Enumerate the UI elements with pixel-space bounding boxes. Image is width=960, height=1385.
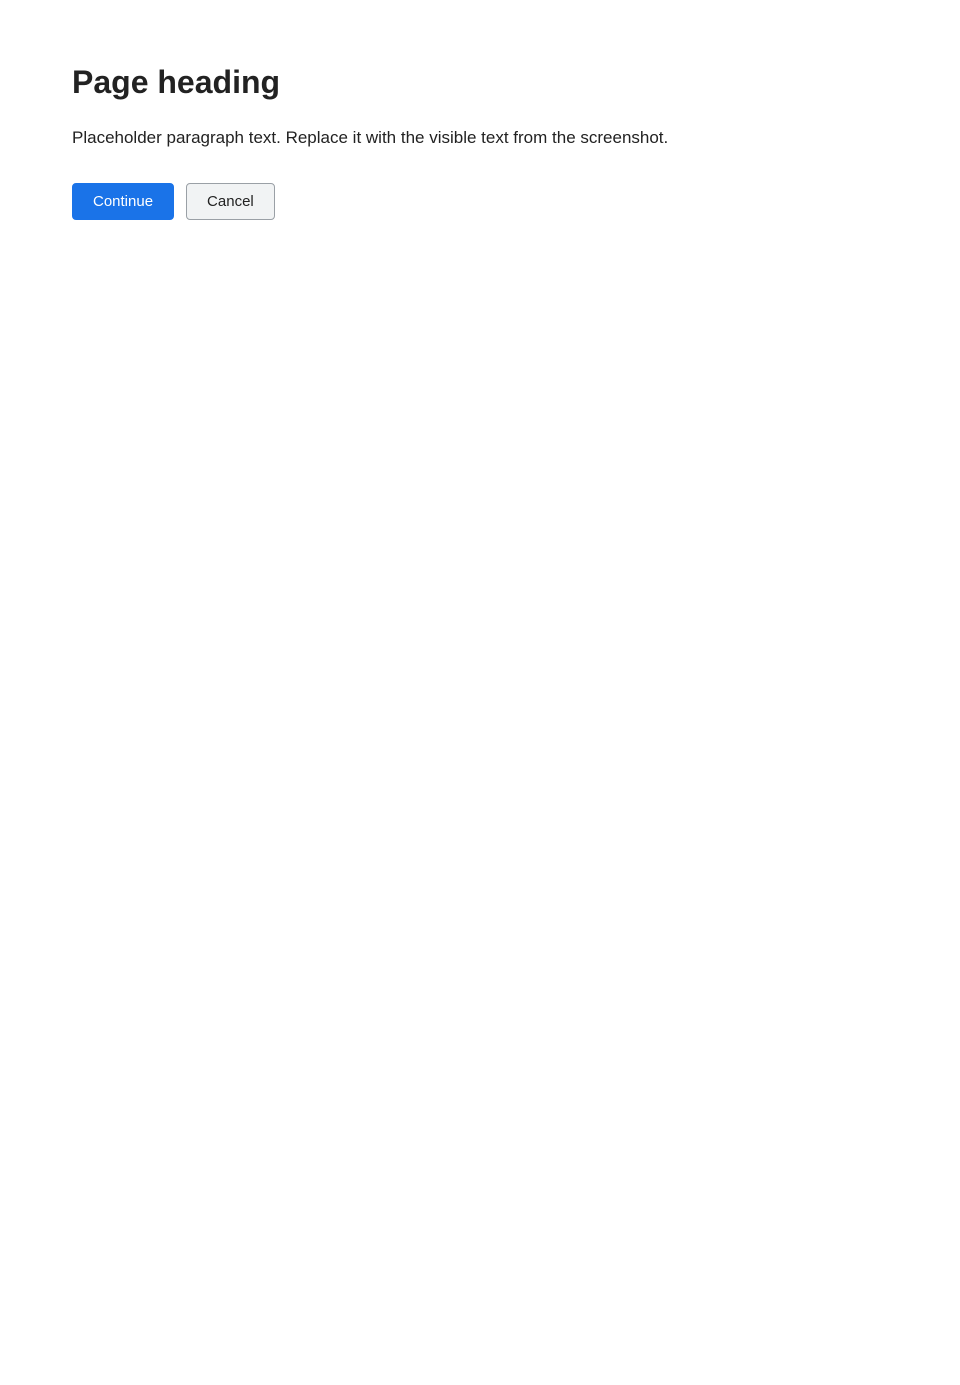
page-title: Page heading bbox=[72, 64, 281, 100]
body-text: Placeholder paragraph text. Replace it with the visible text from the screenshot. bbox=[72, 128, 669, 147]
action-bar bbox=[72, 183, 888, 220]
secondary-button[interactable]: Cancel bbox=[186, 183, 275, 220]
primary-button[interactable]: Continue bbox=[72, 183, 174, 220]
